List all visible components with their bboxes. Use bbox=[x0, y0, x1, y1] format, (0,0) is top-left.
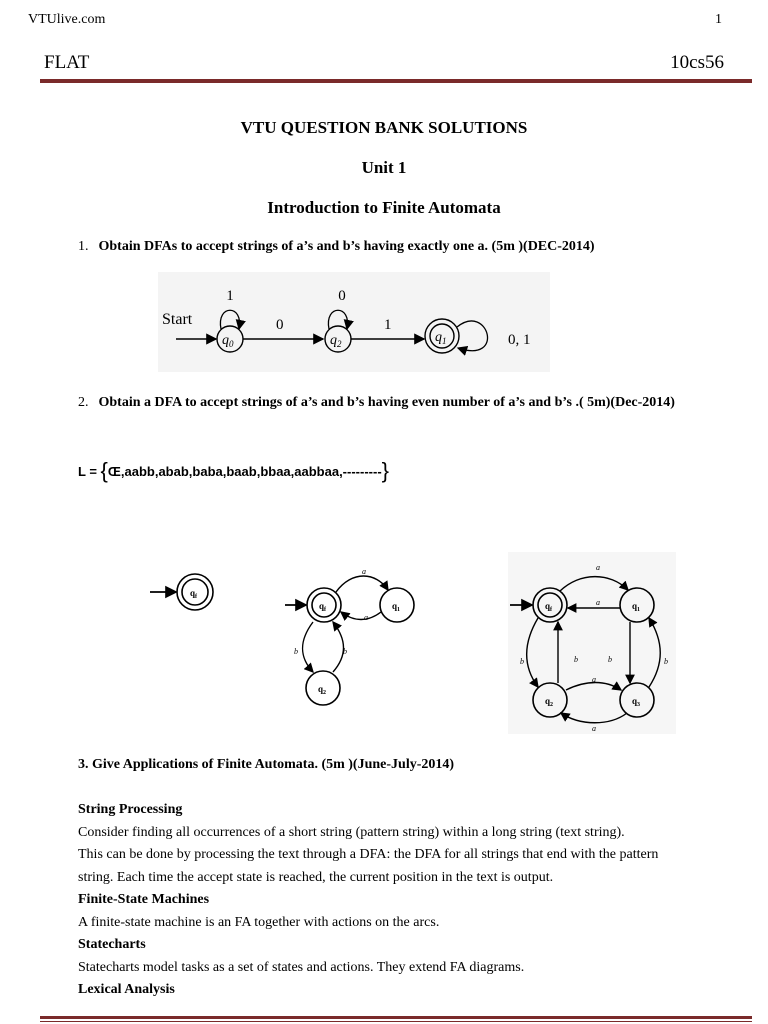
question-1-number: 1. bbox=[78, 239, 89, 254]
language-prefix: L = bbox=[78, 464, 101, 479]
svg-text:q1: $q_1$ bbox=[632, 601, 641, 613]
svg-text:b: b bbox=[574, 655, 578, 664]
svg-text:q3: $q_3$ bbox=[632, 696, 641, 708]
svg-text:a: a bbox=[362, 567, 366, 576]
edge-q2-q1-label: 1 bbox=[384, 317, 392, 333]
language-definition bbox=[78, 458, 389, 484]
language-items: Œ,aabb,abab,baba,baab,bbaa,aabbaa,--------- bbox=[107, 464, 382, 479]
subject-title: FLAT bbox=[44, 52, 90, 73]
dfa-b bbox=[285, 567, 414, 705]
question-2-text: Obtain a DFA to accept strings of a’s and b’s having even number of a’s and b’s .( 5m)(Dec-2014) bbox=[98, 395, 675, 410]
start-label: Start bbox=[162, 311, 193, 328]
footer-rule-thick bbox=[40, 1016, 752, 1019]
svg-text:b: b bbox=[608, 655, 612, 664]
course-code: 10cs56 bbox=[670, 52, 724, 73]
site-name: VTUlive.com bbox=[28, 12, 106, 27]
header-rule bbox=[40, 79, 752, 83]
loop-q1-label: 0, 1 bbox=[508, 332, 531, 348]
app-heading-string-processing: String Processing bbox=[78, 802, 183, 817]
dfa-exactly-one-a-diagram bbox=[158, 272, 550, 372]
svg-text:b: b bbox=[520, 657, 524, 666]
language-close-brace: } bbox=[381, 458, 390, 483]
svg-text:qf: $q_f$ bbox=[190, 588, 198, 600]
dfa-a bbox=[150, 574, 213, 610]
loop-q2-label: 0 bbox=[338, 288, 346, 304]
language-open-brace: { bbox=[100, 458, 108, 483]
app-text-line: A finite-state machine is an FA together with actions on the arcs. bbox=[78, 914, 440, 930]
unit-title: Unit 1 bbox=[361, 158, 407, 177]
svg-text:q1: $q_1$ bbox=[392, 601, 401, 613]
dfa-even-ab-diagrams bbox=[140, 550, 680, 740]
page-number: 1 bbox=[715, 12, 722, 27]
app-heading-finite-state-machines: Finite-State Machines bbox=[78, 892, 210, 907]
loop-q0-label: 1 bbox=[226, 288, 234, 304]
app-text-line: string. Each time the accept state is reached, the current position in the text is output. bbox=[78, 869, 554, 885]
document-title: VTU QUESTION BANK SOLUTIONS bbox=[240, 118, 528, 137]
app-text-line: Consider finding all occurrences of a short string (pattern string) within a long string (text string). bbox=[78, 824, 625, 840]
question-1 bbox=[78, 239, 595, 255]
svg-text:q2: $q_2$ bbox=[545, 696, 554, 708]
figure-background bbox=[158, 272, 550, 372]
svg-text:q2: $q_2$ bbox=[318, 684, 327, 696]
svg-text:a: a bbox=[592, 675, 596, 684]
svg-text:a: a bbox=[592, 724, 596, 733]
chapter-title: Introduction to Finite Automata bbox=[267, 198, 501, 217]
app-heading-statecharts: Statecharts bbox=[78, 937, 146, 952]
svg-text:b: b bbox=[664, 657, 668, 666]
svg-text:a: a bbox=[364, 613, 368, 622]
app-text-line: This can be done by processing the text through a DFA: the DFA for all strings that end with the pattern bbox=[78, 847, 659, 862]
dfa-c bbox=[508, 552, 676, 734]
state-q1-label: $q_1$ bbox=[435, 330, 447, 346]
question-3: 3. Give Applications of Finite Automata. (5m )(June-July-2014) bbox=[78, 757, 455, 772]
question-2 bbox=[78, 395, 675, 411]
state-q2-label: $q_2$ bbox=[330, 333, 342, 349]
svg-text:b: b bbox=[343, 647, 347, 656]
footer-rule-thin bbox=[40, 1021, 752, 1022]
question-1-text: Obtain DFAs to accept strings of a’s and b’s having exactly one a. (5m )(DEC-2014) bbox=[98, 239, 595, 254]
applications-list bbox=[78, 799, 738, 1002]
svg-text:qf: $q_f$ bbox=[319, 601, 327, 613]
svg-text:a: a bbox=[596, 563, 600, 572]
app-heading-lexical-analysis: Lexical Analysis bbox=[78, 982, 175, 997]
svg-text:a: a bbox=[596, 598, 600, 607]
app-text-line: Statecharts model tasks as a set of states and actions. They extend FA diagrams. bbox=[78, 959, 525, 975]
svg-text:b: b bbox=[294, 647, 298, 656]
svg-text:qf: $q_f$ bbox=[545, 601, 553, 613]
question-2-number: 2. bbox=[78, 395, 89, 410]
edge-q0-q2-label: 0 bbox=[276, 317, 284, 333]
state-q0-label: $q_0$ bbox=[222, 333, 234, 349]
